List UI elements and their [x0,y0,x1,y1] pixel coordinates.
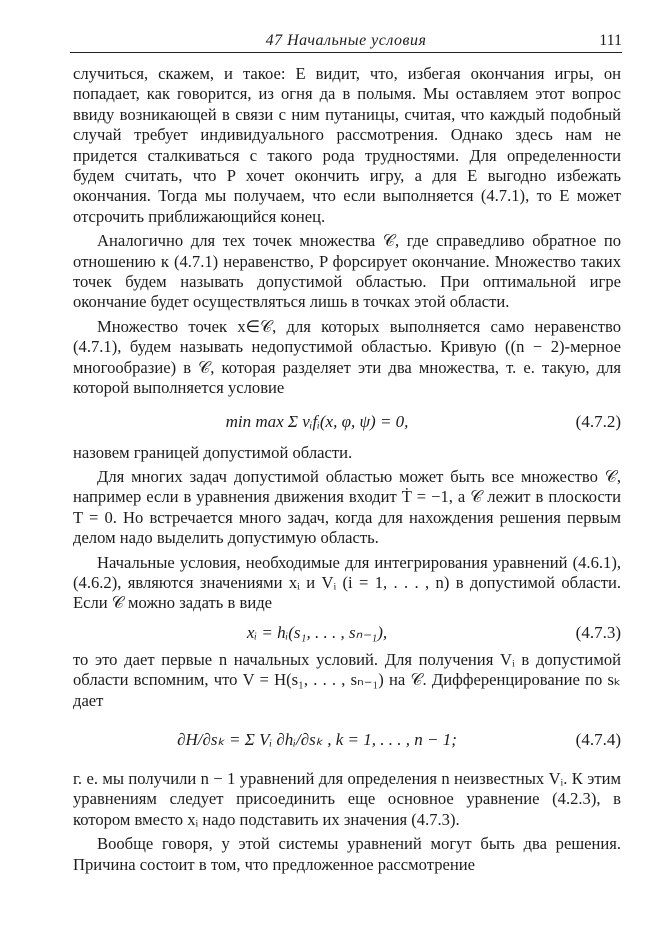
paragraph-8: г. е. мы получили n − 1 уравнений для определения n неизвестных Vᵢ. К этим уравнениям следует присоединить еще основное уравнение (4.2.3), в котором вместо xᵢ надо подставить их значения (4.7.3). [73,768,621,829]
running-title: 47 Начальные условия [265,32,427,49]
paragraph-2: Аналогично для тех точек множества 𝒞, где справедливо обратное по отношению к (4.7.1) неравенство, P форсирует окончание. Множество таких точек будем называть допустимой областью. При оптимальной игре окончание будет осуществляться лишь в точках этой области. [73,231,621,312]
page-header [70,30,622,58]
equation-number: (4.7.4) [575,729,621,749]
equation-number: (4.7.3) [575,622,621,642]
header-rule [70,52,622,53]
page-number: 111 [599,32,622,49]
equation-4-7-4 [73,716,621,766]
paragraph-3: Множество точек x∈𝒞, для которых выполняется само неравенство (4.7.1), будем называть недопустимой областью. Кривую ((n − 2)-мерное многообразие) в 𝒞, которая разделяет эти два множества, т. е. такую, для которой выполняется условие [73,316,621,398]
paragraph-7: то это дает первые n начальных условий. Для получения Vᵢ в допустимой области вспомним, что V = H(s₁, . . . , sₙ₋₁) на 𝒞. Дифференцирование по sₖ дает [73,649,621,710]
paragraph-6: Начальные условия, необходимые для интегрирования уравнений (4.6.1), (4.6.2), являются значениями xᵢ и Vᵢ (i = 1, . . . , n) в допустимой области. Если 𝒞 можно задать в виде [73,552,621,613]
equation-expression: ∂H/∂sₖ = Σ Vᵢ ∂hᵢ/∂sₖ , k = 1, . . . , n − 1; [177,729,457,749]
paragraph-5: Для многих задач допустимой областью может быть все множество 𝒞, например если в уравнения движения входит Ṫ = −1, а 𝒞 лежит в плоскости T = 0. Но встречается много задач, когда для нахождения решения первым делом надо выделить допустимую область. [73,466,621,548]
equation-4-7-3 [73,619,621,647]
equation-4-7-2 [73,404,621,440]
paragraph-1: случиться, скажем, и такое: E видит, что, избегая окончания игры, он попадает, как говорится, из огня да в полымя. Мы оставляем этот вопрос ввиду возникающей в связи с ним путаницы, считая, что каждый подобный случай требует индивидуального рассмотрения. Однако здесь нам не придется сталкиваться с такого рода трудностями. Для определенности будем считать, что P хочет окончить игру, а для E выгодно избежать окончания. Тогда мы получаем, что если выполняется (4.7.1), то E может отсрочить приближающийся конец. [73,64,621,226]
paragraph-9: Вообще говоря, у этой системы уравнений могут быть два решения. Причина состоит в том, что предложенное рассмотрение [73,834,621,874]
equation-number: (4.7.2) [575,411,621,431]
page-body [73,64,621,875]
equation-expression: min max Σ vᵢfᵢ(x, φ, ψ) = 0, [225,411,409,431]
paragraph-4: назовем границей допустимой области. [73,442,353,462]
equation-expression: xᵢ = hᵢ(s₁, . . . , sₙ₋₁), [246,622,388,642]
